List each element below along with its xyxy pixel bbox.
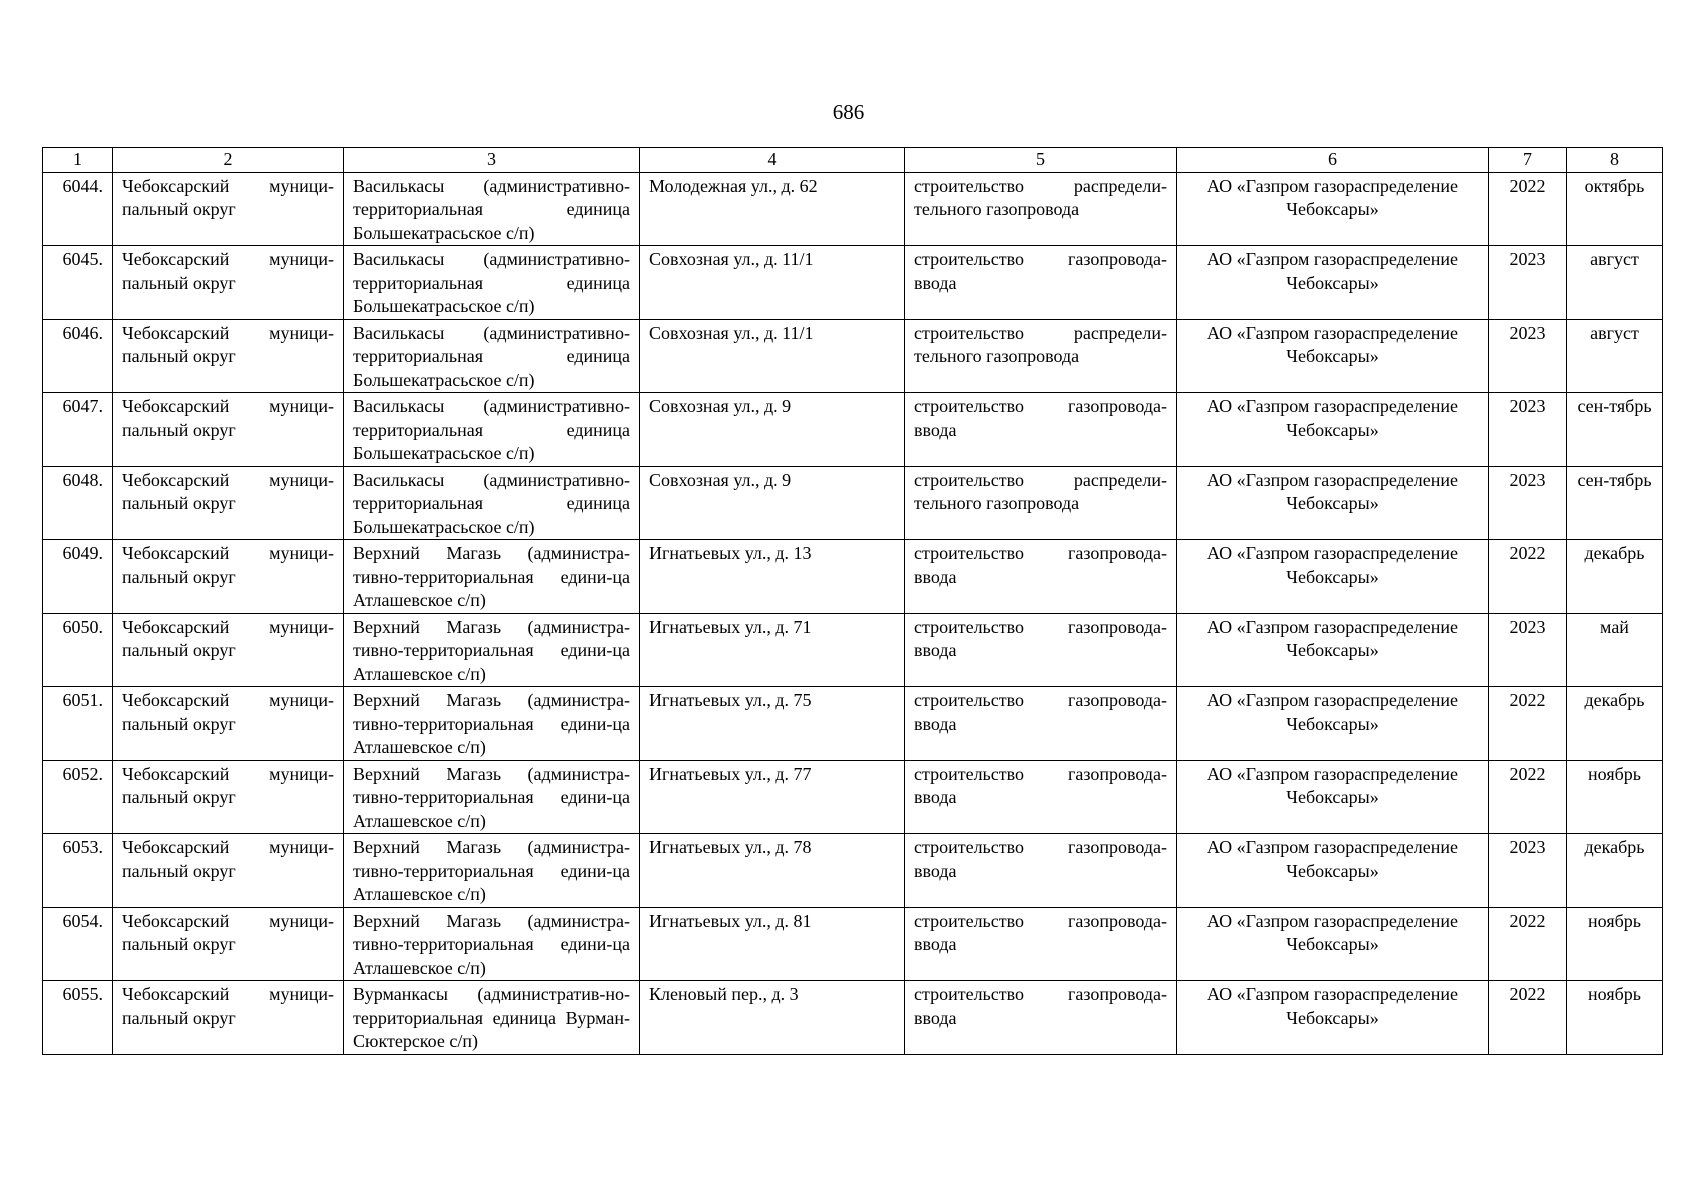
work-type-cell: строительство распредели-тельного газопровода [905,466,1177,540]
owner-cell: АО «Газпром газораспределение Чебоксары» [1177,540,1489,614]
work-type-cell: строительство газопровода-ввода [905,540,1177,614]
address-cell: Игнатьевых ул., д. 13 [640,540,905,614]
column-header-2: 2 [113,148,344,173]
year-cell: 2022 [1489,540,1567,614]
column-header-5: 5 [905,148,1177,173]
table-body [43,172,1663,1054]
address-cell: Игнатьевых ул., д. 81 [640,907,905,981]
year-cell: 2022 [1489,172,1567,246]
settlement-cell: Верхний Магазь (администра-тивно-территориальная едини-ца Атлашевское с/п) [344,540,640,614]
row-number: 6050. [43,613,113,687]
table-row [43,834,1663,908]
year-cell: 2022 [1489,760,1567,834]
row-number: 6051. [43,687,113,761]
month-cell: май [1567,613,1663,687]
row-number: 6044. [43,172,113,246]
settlement-cell: Василькасы (административно-территориальная единица Большекатрасьское с/п) [344,172,640,246]
row-number: 6052. [43,760,113,834]
owner-cell: АО «Газпром газораспределение Чебоксары» [1177,319,1489,393]
address-cell: Кленовый пер., д. 3 [640,981,905,1055]
owner-cell: АО «Газпром газораспределение Чебоксары» [1177,760,1489,834]
district-cell: Чебоксарский муници-пальный округ [113,687,344,761]
owner-cell: АО «Газпром газораспределение Чебоксары» [1177,834,1489,908]
month-cell: ноябрь [1567,907,1663,981]
district-cell: Чебоксарский муници-пальный округ [113,319,344,393]
year-cell: 2022 [1489,687,1567,761]
owner-cell: АО «Газпром газораспределение Чебоксары» [1177,393,1489,467]
owner-cell: АО «Газпром газораспределение Чебоксары» [1177,687,1489,761]
work-type-cell: строительство газопровода-ввода [905,981,1177,1055]
year-cell: 2023 [1489,393,1567,467]
owner-cell: АО «Газпром газораспределение Чебоксары» [1177,907,1489,981]
district-cell: Чебоксарский муници-пальный округ [113,393,344,467]
settlement-cell: Василькасы (административно-территориальная единица Большекатрасьское с/п) [344,466,640,540]
district-cell: Чебоксарский муници-пальный округ [113,907,344,981]
address-cell: Молодежная ул., д. 62 [640,172,905,246]
column-header-8: 8 [1567,148,1663,173]
settlement-cell: Верхний Магазь (администра-тивно-территориальная едини-ца Атлашевское с/п) [344,613,640,687]
work-type-cell: строительство газопровода-ввода [905,834,1177,908]
year-cell: 2023 [1489,466,1567,540]
work-type-cell: строительство газопровода-ввода [905,393,1177,467]
month-cell: ноябрь [1567,981,1663,1055]
gas-pipeline-registry-table [42,147,1663,1055]
owner-cell: АО «Газпром газораспределение Чебоксары» [1177,172,1489,246]
year-cell: 2023 [1489,246,1567,320]
page-number: 686 [832,100,865,124]
column-header-4: 4 [640,148,905,173]
table-row [43,613,1663,687]
address-cell: Игнатьевых ул., д. 75 [640,687,905,761]
district-cell: Чебоксарский муници-пальный округ [113,760,344,834]
month-cell: август [1567,319,1663,393]
settlement-cell: Верхний Магазь (администра-тивно-территориальная едини-ца Атлашевское с/п) [344,760,640,834]
settlement-cell: Василькасы (административно-территориальная единица Большекатрасьское с/п) [344,393,640,467]
column-header-7: 7 [1489,148,1567,173]
table-row [43,466,1663,540]
district-cell: Чебоксарский муници-пальный округ [113,834,344,908]
address-cell: Игнатьевых ул., д. 77 [640,760,905,834]
settlement-cell: Вурманкасы (административ-но-территориальная единица Вурман-Сюктерское с/п) [344,981,640,1055]
column-header-3: 3 [344,148,640,173]
year-cell: 2023 [1489,834,1567,908]
row-number: 6054. [43,907,113,981]
row-number: 6047. [43,393,113,467]
table-row [43,907,1663,981]
month-cell: ноябрь [1567,760,1663,834]
year-cell: 2023 [1489,613,1567,687]
table-header-row [43,148,1663,173]
settlement-cell: Верхний Магазь (администра-тивно-территориальная едини-ца Атлашевское с/п) [344,834,640,908]
settlement-cell: Верхний Магазь (администра-тивно-территориальная едини-ца Атлашевское с/п) [344,687,640,761]
district-cell: Чебоксарский муници-пальный округ [113,246,344,320]
work-type-cell: строительство газопровода-ввода [905,246,1177,320]
district-cell: Чебоксарский муници-пальный округ [113,172,344,246]
month-cell: декабрь [1567,540,1663,614]
settlement-cell: Василькасы (административно-территориальная единица Большекатрасьское с/п) [344,246,640,320]
row-number: 6053. [43,834,113,908]
column-header-6: 6 [1177,148,1489,173]
address-cell: Совхозная ул., д. 9 [640,393,905,467]
address-cell: Игнатьевых ул., д. 78 [640,834,905,908]
work-type-cell: строительство газопровода-ввода [905,687,1177,761]
table-row [43,687,1663,761]
district-cell: Чебоксарский муници-пальный округ [113,540,344,614]
table-row [43,246,1663,320]
table-row [43,760,1663,834]
year-cell: 2022 [1489,907,1567,981]
address-cell: Совхозная ул., д. 11/1 [640,246,905,320]
year-cell: 2022 [1489,981,1567,1055]
owner-cell: АО «Газпром газораспределение Чебоксары» [1177,613,1489,687]
address-cell: Игнатьевых ул., д. 71 [640,613,905,687]
district-cell: Чебоксарский муници-пальный округ [113,613,344,687]
work-type-cell: строительство распредели-тельного газопровода [905,319,1177,393]
address-cell: Совхозная ул., д. 9 [640,466,905,540]
owner-cell: АО «Газпром газораспределение Чебоксары» [1177,246,1489,320]
table-row [43,172,1663,246]
row-number: 6045. [43,246,113,320]
work-type-cell: строительство газопровода-ввода [905,907,1177,981]
row-number: 6055. [43,981,113,1055]
month-cell: декабрь [1567,687,1663,761]
address-cell: Совхозная ул., д. 11/1 [640,319,905,393]
month-cell: сен-тябрь [1567,466,1663,540]
settlement-cell: Верхний Магазь (администра-тивно-территориальная едини-ца Атлашевское с/п) [344,907,640,981]
work-type-cell: строительство газопровода-ввода [905,613,1177,687]
row-number: 6046. [43,319,113,393]
owner-cell: АО «Газпром газораспределение Чебоксары» [1177,981,1489,1055]
owner-cell: АО «Газпром газораспределение Чебоксары» [1177,466,1489,540]
district-cell: Чебоксарский муници-пальный округ [113,981,344,1055]
table-row [43,393,1663,467]
month-cell: декабрь [1567,834,1663,908]
row-number: 6048. [43,466,113,540]
work-type-cell: строительство газопровода-ввода [905,760,1177,834]
column-header-1: 1 [43,148,113,173]
year-cell: 2023 [1489,319,1567,393]
month-cell: сен-тябрь [1567,393,1663,467]
row-number: 6049. [43,540,113,614]
settlement-cell: Василькасы (административно-территориальная единица Большекатрасьское с/п) [344,319,640,393]
table-row [43,540,1663,614]
table-row [43,981,1663,1055]
table-row [43,319,1663,393]
district-cell: Чебоксарский муници-пальный округ [113,466,344,540]
month-cell: октябрь [1567,172,1663,246]
work-type-cell: строительство распредели-тельного газопровода [905,172,1177,246]
month-cell: август [1567,246,1663,320]
